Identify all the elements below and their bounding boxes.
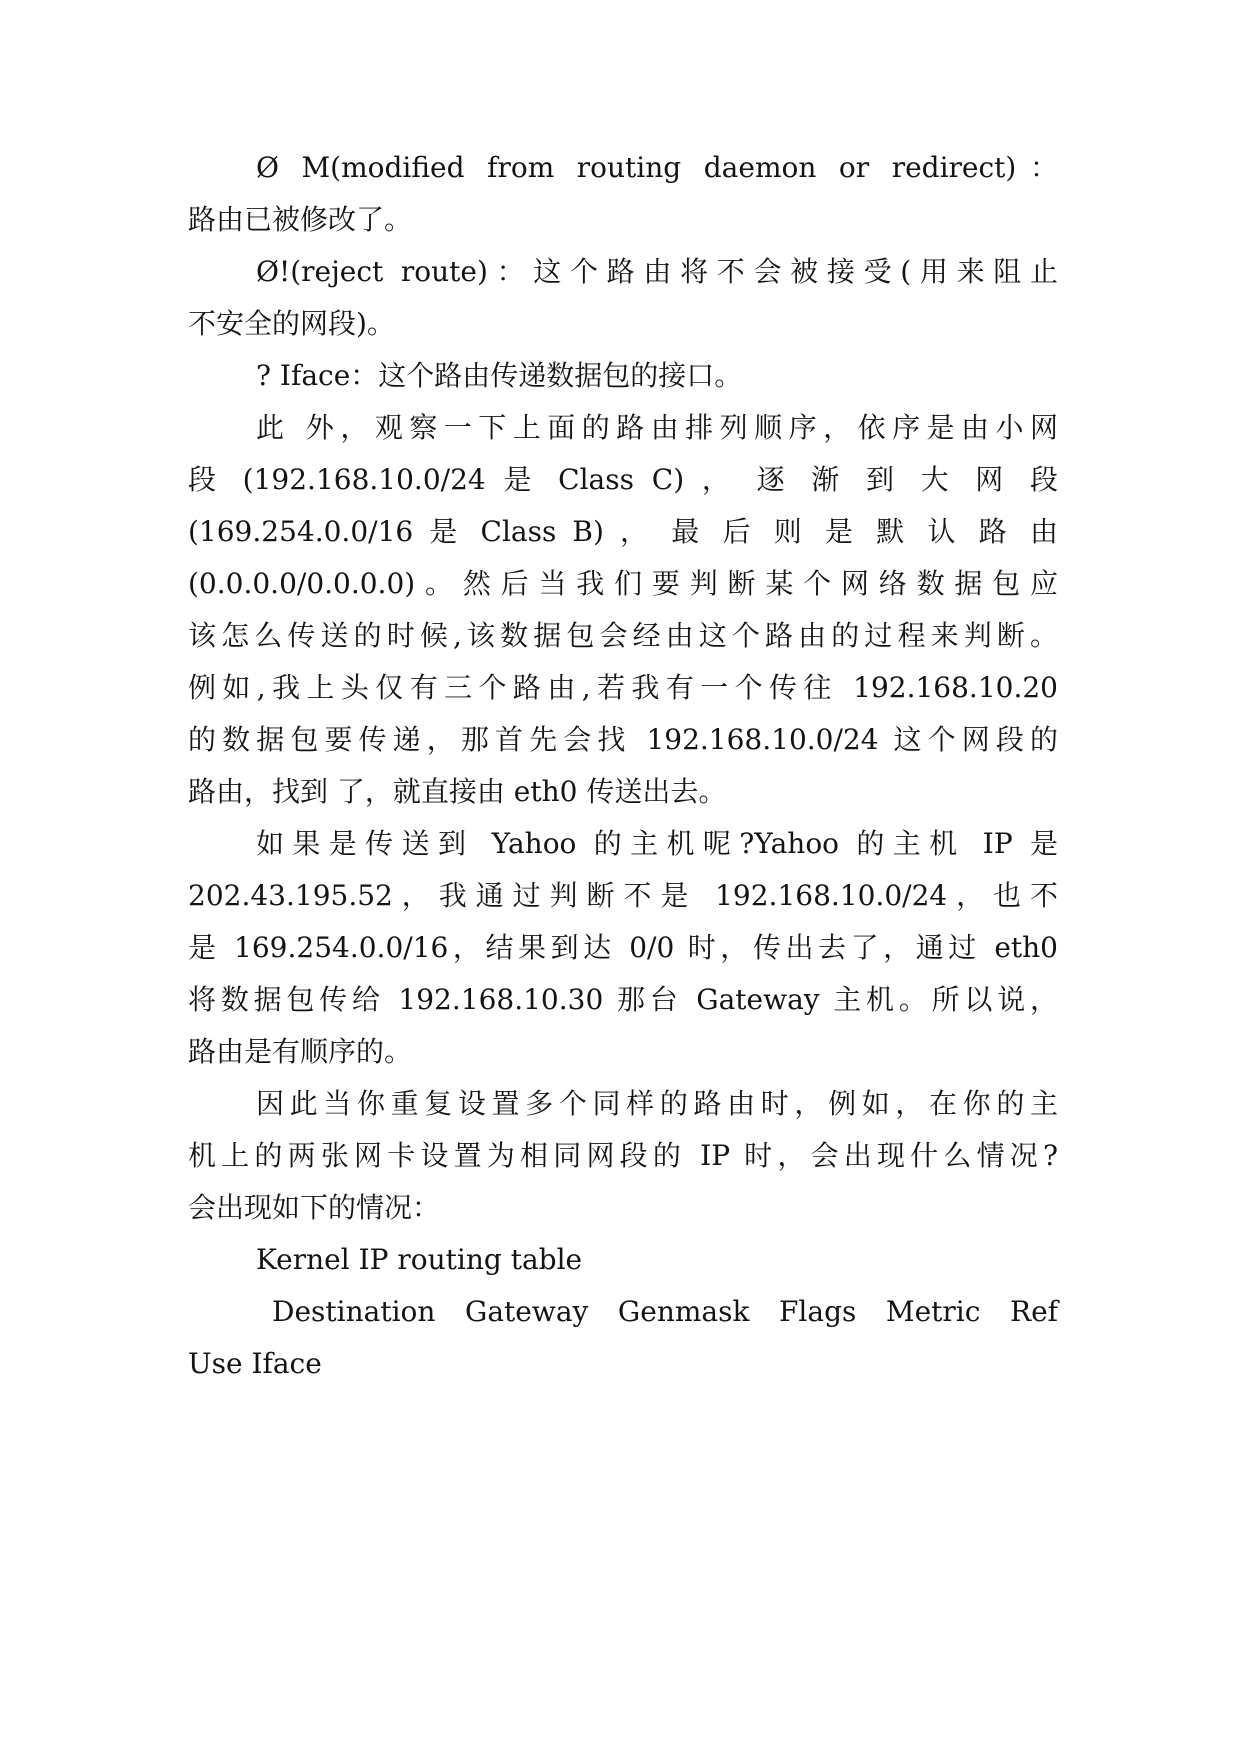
text-line: 202.43.195.52，我通过判断不是 192.168.10.0/24，也不 <box>188 879 1058 912</box>
text-line: ? Iface：这个路由传递数据包的接口。 <box>256 359 743 392</box>
text-line: Ø!(reject route)：这个路由将不会被接受(用来阻止 <box>256 255 1058 288</box>
text-line: 路由是有顺序的。 <box>188 1035 413 1068</box>
text-line: 将数据包传给 192.168.10.30 那台 Gateway 主机。所以说， <box>188 983 1058 1016</box>
text-line: 不安全的网段)。 <box>188 307 395 340</box>
text-line: 会出现如下的情况： <box>188 1191 441 1224</box>
text-line: 路由已被修改了。 <box>188 203 413 236</box>
text-line: 例如,我上头仅有三个路由,若我有一个传往 192.168.10.20 <box>188 671 1058 704</box>
text-line: Use Iface <box>188 1347 322 1380</box>
text-line: 该怎么传送的时候,该数据包会经由这个路由的过程来判断。 <box>188 619 1058 652</box>
text-line: 的数据包要传递，那首先会找 192.168.10.0/24 这个网段的 <box>188 723 1058 756</box>
text-line: Kernel IP routing table <box>256 1243 583 1276</box>
text-line: (169.254.0.0/16 是 Class B) ， 最 后 则 是 默 认 路 由 <box>188 515 1058 548</box>
text-line: 路由，找到 了，就直接由 eth0 传送出去。 <box>188 775 727 808</box>
text-line: 是 169.254.0.0/16，结果到达 0/0 时，传出去了，通过 eth0 <box>188 931 1058 964</box>
text-line: 段 (192.168.10.0/24 是 Class C) ， 逐 渐 到 大 网 段 <box>188 463 1058 496</box>
text-line: (0.0.0.0/0.0.0.0)。然后当我们要判断某个网络数据包应 <box>188 567 1058 600</box>
text-line: 此 外，观察一下上面的路由排列顺序，依序是由小网 <box>256 411 1058 444</box>
text-line: 机上的两张网卡设置为相同网段的 IP 时，会出现什么情况? <box>188 1139 1058 1172</box>
text-line: Destination Gateway Genmask Flags Metric Ref <box>272 1295 1058 1328</box>
text-line: Ø M(modified from routing daemon or redirect)： <box>256 151 1058 184</box>
text-line: 因此当你重复设置多个同样的路由时，例如，在你的主 <box>256 1087 1058 1120</box>
text-line: 如果是传送到 Yahoo 的主机呢?Yahoo 的主机 IP 是 <box>256 827 1058 860</box>
